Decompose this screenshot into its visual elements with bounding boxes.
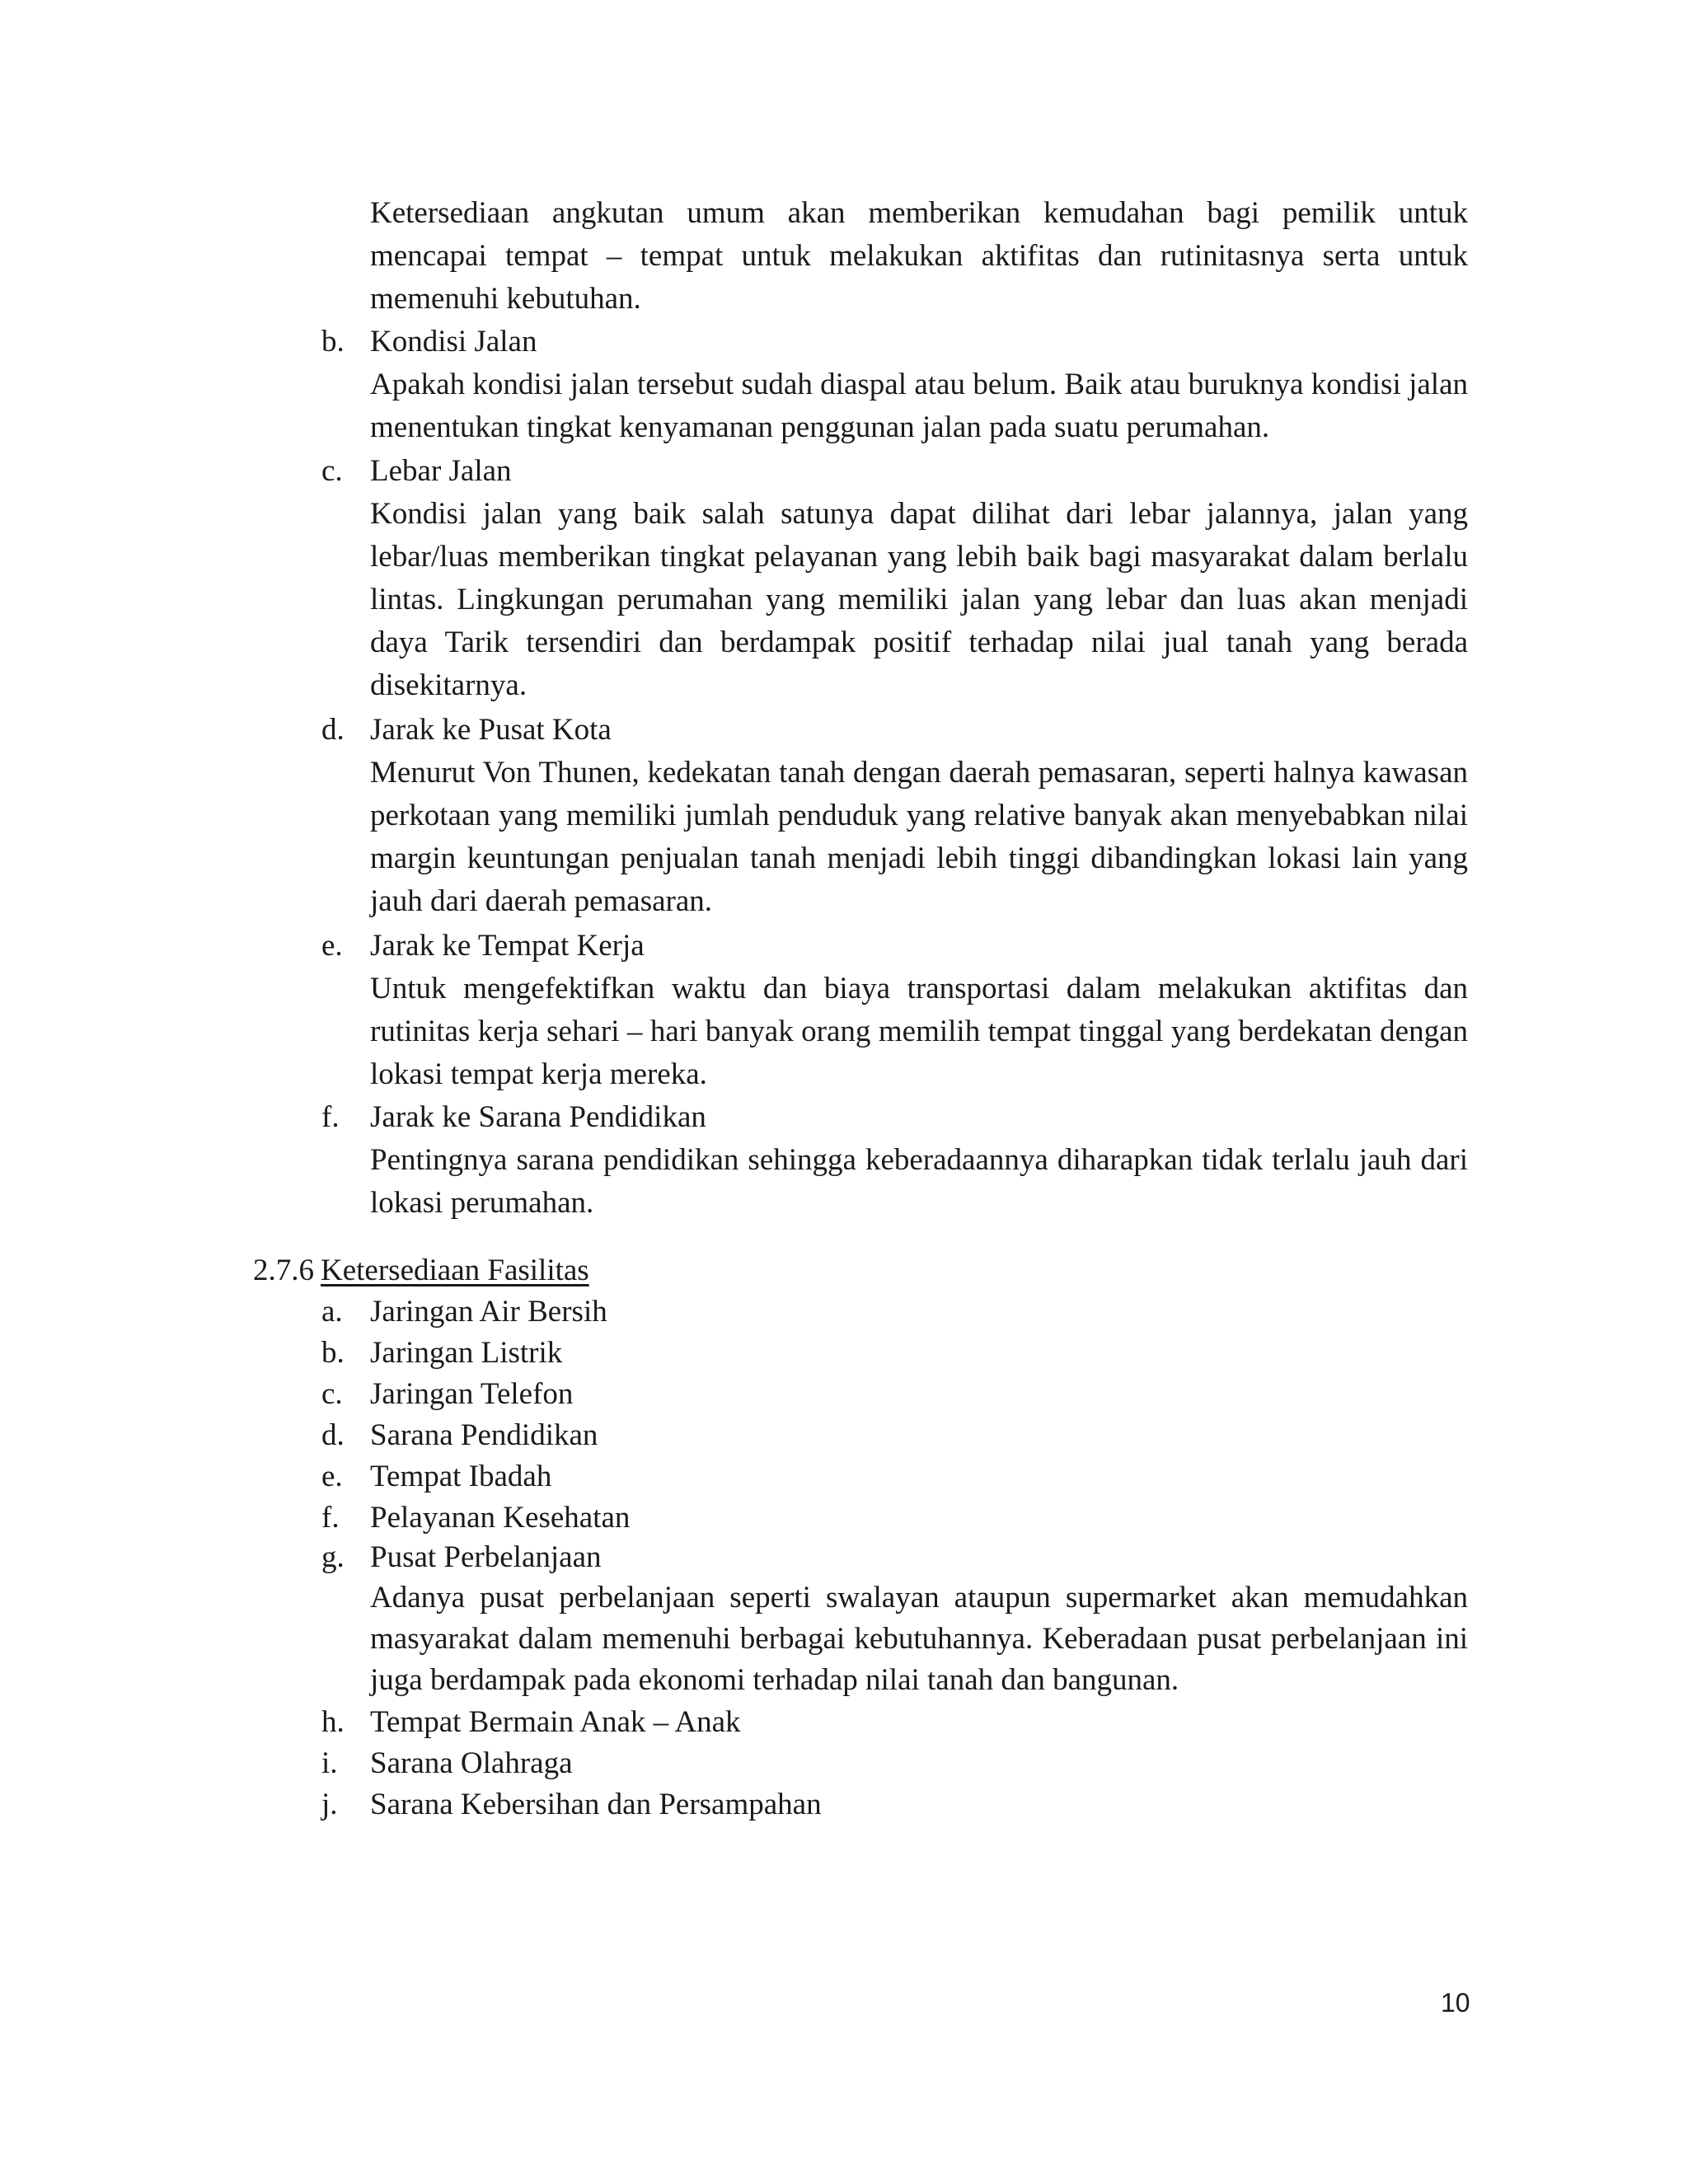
list-item [321,1332,562,1375]
list-item [321,709,612,752]
list-item-title: Sarana Pendidikan [370,1418,598,1452]
list-marker: c. [321,1377,343,1411]
list-item [321,1497,630,1540]
list-item-title: Jarak ke Pusat Kota [370,713,612,747]
list-marker: d. [321,713,345,747]
list-item-body: Menurut Von Thunen, kedekatan tanah dengan daerah pemasaran, seperti halnya kawasan perkotaan yang memiliki jumlah penduduk yang relative banyak akan menyebabkan nilai margin keuntungan penjualan tanah menjadi lebih tinggi dibandingkan lokasi lain yang jauh dari daerah pemasaran. [370,756,1468,918]
list-item [321,450,512,493]
section-title: Ketersediaan Fasilitas [321,1254,589,1287]
list-item [321,1414,598,1457]
list-item-title: Jaringan Telefon [370,1377,574,1411]
list-marker: j. [321,1788,338,1821]
list-item-title: Tempat Ibadah [370,1460,552,1493]
list-marker: c. [321,454,343,488]
list-item [321,1783,822,1826]
list-item [321,1455,551,1498]
list-item-title: Jarak ke Sarana Pendidikan [370,1100,706,1134]
intro-paragraph: Ketersediaan angkutan umum akan memberikan kemudahan bagi pemilik untuk mencapai tempat – tempat untuk melakukan aktifitas dan rutinitasnya serta untuk memenuhi kebutuhan. [370,196,1468,316]
list-marker: b. [321,325,345,359]
list-marker: f. [321,1100,340,1134]
list-item-title: Jaringan Air Bersih [370,1295,607,1329]
section-heading [253,1249,589,1292]
list-marker: e. [321,929,343,963]
list-item-body: Apakah kondisi jalan tersebut sudah diaspal atau belum. Baik atau buruknya kondisi jalan menentukan tingkat kenyamanan penggunan jalan pada suatu perumahan. [370,368,1468,444]
list-item [321,1291,607,1333]
section-number: 2.7.6 [253,1254,314,1287]
list-item [321,1701,741,1744]
list-marker: a. [321,1295,343,1329]
list-item [321,321,537,363]
list-item-body: Adanya pusat perbelanjaan seperti swalayan ataupun supermarket akan memudahkan masyarakat dalam memenuhi berbagai kebutuhannya. Keberadaan pusat perbelanjaan ini juga berdampak pada ekonomi terhadap nilai tanah dan bangunan. [370,1581,1468,1697]
list-item [321,1373,573,1416]
list-item-body: Untuk mengefektifkan waktu dan biaya transportasi dalam melakukan aktifitas dan rutinitas kerja sehari – hari banyak orang memilih tempat tinggal yang berdekatan dengan lokasi tempat kerja mereka. [370,972,1468,1091]
list-item [321,1096,706,1139]
list-item-body: Pentingnya sarana pendidikan sehingga keberadaannya diharapkan tidak terlalu jauh dari lokasi perumahan. [370,1143,1468,1220]
list-item [321,925,645,968]
list-item-title: Pusat Perbelanjaan [370,1540,602,1574]
list-item-title: Jarak ke Tempat Kerja [370,929,645,963]
list-item [321,1536,602,1579]
list-marker: f. [321,1501,340,1535]
list-marker: g. [321,1540,345,1574]
list-item-title: Pelayanan Kesehatan [370,1501,631,1535]
list-marker: e. [321,1460,343,1493]
list-marker: i. [321,1746,338,1780]
page-number: 10 [1441,1988,1470,2018]
list-item [321,1742,573,1785]
list-item-title: Sarana Kebersihan dan Persampahan [370,1788,822,1821]
list-item-title: Kondisi Jalan [370,325,537,359]
list-item-title: Lebar Jalan [370,454,512,488]
list-marker: h. [321,1705,345,1739]
list-item-body: Kondisi jalan yang baik salah satunya dapat dilihat dari lebar jalannya, jalan yang lebar/luas memberikan tingkat pelayanan yang lebih baik bagi masyarakat dalam berlalu lintas. Lingkungan perumahan yang memiliki jalan yang lebar dan luas akan menjadi daya Tarik tersendiri dan berdampak positif terhadap nilai jual tanah yang berada disekitarnya. [370,497,1468,702]
list-item-title: Sarana Olahraga [370,1746,573,1780]
list-marker: b. [321,1336,345,1370]
list-item-title: Jaringan Listrik [370,1336,563,1370]
list-marker: d. [321,1418,345,1452]
list-item-title: Tempat Bermain Anak – Anak [370,1705,741,1739]
